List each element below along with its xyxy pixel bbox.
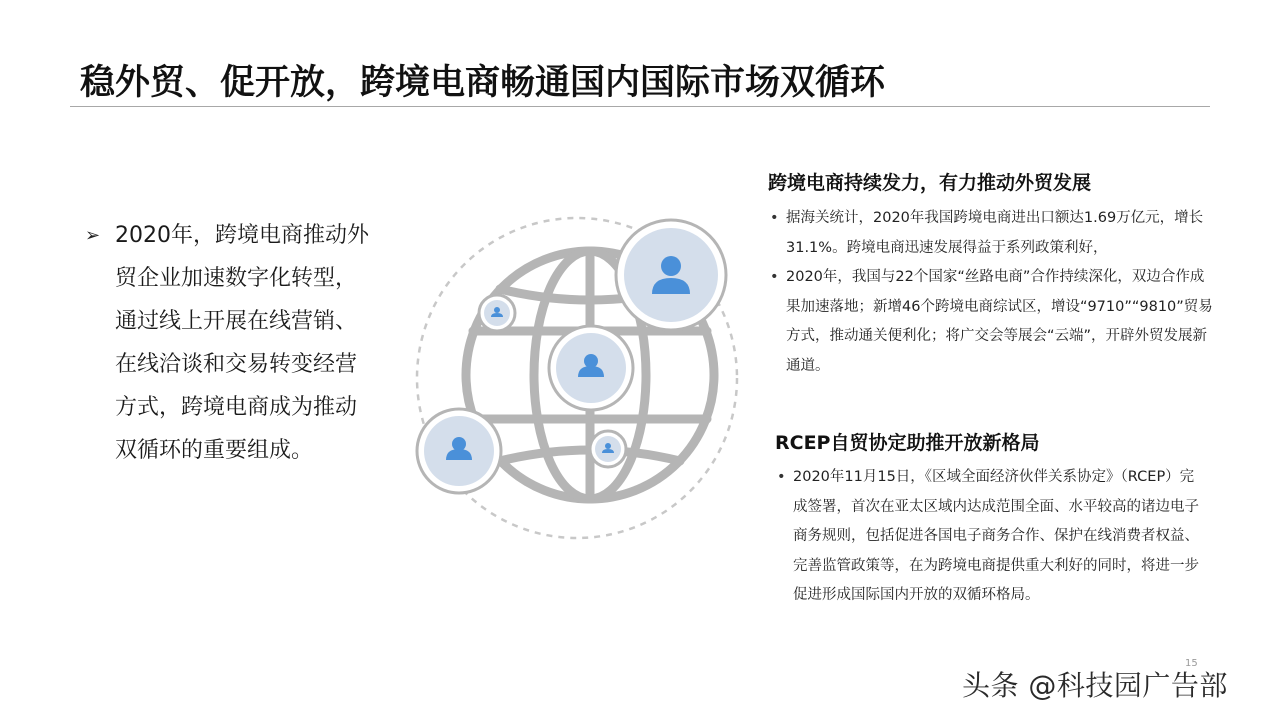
title-divider bbox=[70, 106, 1210, 107]
globe-network-icon bbox=[405, 215, 745, 550]
slide-title: 稳外贸、促开放，跨境电商畅通国内国际市场双循环 bbox=[80, 63, 886, 103]
section1-heading: 跨境电商持续发力，有力推动外贸发展 bbox=[768, 172, 1092, 194]
section2-bullet-1: • 2020年11月15日，《区域全面经济伙伴关系协定》（RCEP）完成签署，首次在亚太区域内达成范围全面、水平较高的诸边电子商务规则，包括促进各国电子商务合作、保护在线消费者权益、完善监管政策等，在为跨境电商提供重大利好的同时，将进一步促进形成国际国内开放的双循环格局。 bbox=[775, 463, 1205, 611]
arrow-bullet-icon: ➢ bbox=[85, 225, 101, 246]
section2-heading: RCEP自贸协定助推开放新格局 bbox=[775, 432, 1040, 454]
section2-bullets bbox=[775, 463, 1205, 611]
left-summary-text: 2020年，跨境电商推动外贸企业加速数字化转型，通过线上开展在线营销、在线洽谈和交易转变经营方式，跨境电商成为推动双循环的重要组成。 bbox=[115, 223, 369, 463]
section1-bullets bbox=[768, 204, 1218, 381]
section1-bullet-1: • 据海关统计，2020年我国跨境电商进出口额达1.69万亿元，增长31.1%。跨境电商迅速发展得益于系列政策利好， bbox=[768, 204, 1218, 263]
page-number: 15 bbox=[1185, 658, 1198, 669]
watermark: 头条 @科技园广告部 bbox=[962, 669, 1228, 702]
left-summary bbox=[85, 214, 370, 472]
section1-bullet-2: • 2020年，我国与22个国家“丝路电商”合作持续深化，双边合作成果加速落地；新增46个跨境电商综试区，增设“9710”“9810”贸易方式，推动通关便利化；将广交会等展会“云端”，开辟外贸发展新通道。 bbox=[768, 263, 1218, 381]
